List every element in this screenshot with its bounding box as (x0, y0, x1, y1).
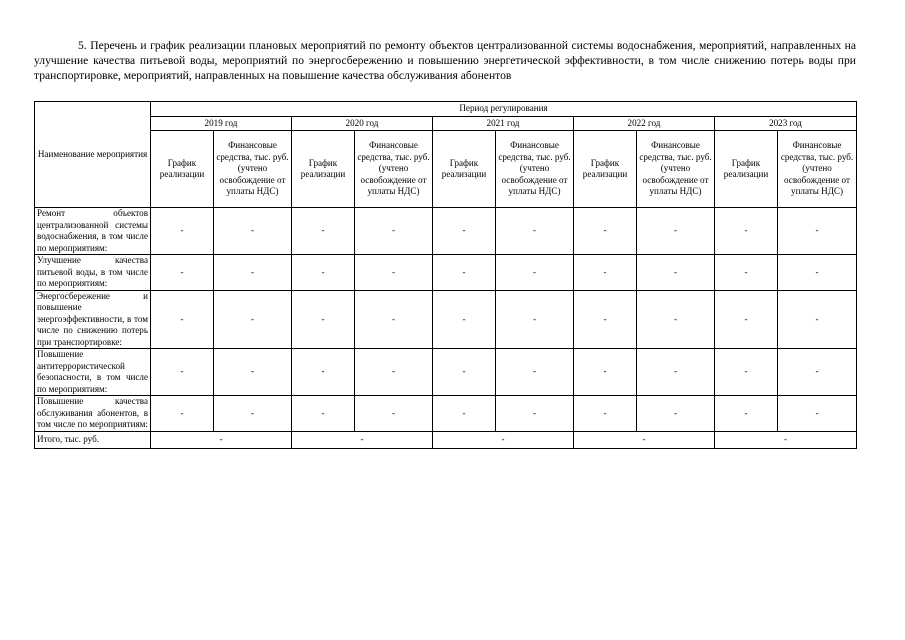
table-cell: - (151, 255, 214, 291)
table-cell: - (214, 255, 292, 291)
year-header: 2019 год (151, 117, 292, 131)
table-cell: - (214, 290, 292, 349)
table-cell: - (574, 349, 637, 396)
row-name: Ремонт объектов централизованной системы водоснабжения, в том числе по мероприятиям: (35, 208, 151, 255)
table-cell: - (151, 208, 214, 255)
table-cell: - (637, 255, 715, 291)
table-cell: - (715, 255, 778, 291)
table-cell: - (292, 255, 355, 291)
table-cell: - (355, 349, 433, 396)
total-label: Итого, тыс. руб. (35, 431, 151, 448)
name-column-header: Наименование мероприятия (35, 102, 151, 208)
total-row (35, 431, 857, 448)
table-cell: - (433, 255, 496, 291)
table-cell: - (574, 208, 637, 255)
year-header: 2022 год (574, 117, 715, 131)
table-cell: - (292, 396, 355, 432)
table-cell: - (574, 396, 637, 432)
finance-header: Финансовые средства, тыс. руб. (учтено освобождение от уплаты НДС) (496, 131, 574, 208)
table-cell: - (574, 255, 637, 291)
table-cell: - (292, 208, 355, 255)
schedule-header: График реализации (292, 131, 355, 208)
table-cell: - (637, 349, 715, 396)
total-cell: - (433, 431, 574, 448)
table-cell: - (214, 396, 292, 432)
table-cell: - (715, 396, 778, 432)
table-cell: - (778, 349, 857, 396)
plan-table (34, 101, 857, 449)
year-header: 2021 год (433, 117, 574, 131)
row-name: Повышение качества обслуживания абонентов, в том числе по мероприятиям: (35, 396, 151, 432)
table-cell: - (637, 208, 715, 255)
table-row (35, 396, 857, 432)
table-cell: - (355, 290, 433, 349)
row-name: Энергосбережение и повышение энергоэффективности, в том числе по снижению потерь при транспортировке: (35, 290, 151, 349)
year-header: 2020 год (292, 117, 433, 131)
table-cell: - (715, 208, 778, 255)
total-cell: - (715, 431, 857, 448)
table-cell: - (496, 349, 574, 396)
table-cell: - (433, 290, 496, 349)
total-cell: - (574, 431, 715, 448)
table-cell: - (292, 349, 355, 396)
table-cell: - (355, 396, 433, 432)
table-cell: - (715, 290, 778, 349)
finance-header: Финансовые средства, тыс. руб. (учтено освобождение от уплаты НДС) (355, 131, 433, 208)
table-cell: - (214, 208, 292, 255)
table-cell: - (433, 396, 496, 432)
schedule-header: График реализации (574, 131, 637, 208)
table-cell: - (355, 255, 433, 291)
table-cell: - (355, 208, 433, 255)
total-cell: - (151, 431, 292, 448)
table-row (35, 349, 857, 396)
table-cell: - (496, 290, 574, 349)
table-cell: - (637, 290, 715, 349)
table-cell: - (778, 290, 857, 349)
row-name: Повышение антитеррористической безопасности, в том числе по мероприятиям: (35, 349, 151, 396)
period-header: Период регулирования (151, 102, 857, 117)
schedule-header: График реализации (433, 131, 496, 208)
table-row (35, 208, 857, 255)
table-cell: - (214, 349, 292, 396)
table-cell: - (496, 208, 574, 255)
table-cell: - (433, 349, 496, 396)
table-cell: - (151, 396, 214, 432)
table-cell: - (496, 255, 574, 291)
total-cell: - (292, 431, 433, 448)
table-cell: - (637, 396, 715, 432)
table-cell: - (151, 290, 214, 349)
table-cell: - (778, 208, 857, 255)
finance-header: Финансовые средства, тыс. руб. (учтено освобождение от уплаты НДС) (778, 131, 857, 208)
schedule-header: График реализации (715, 131, 778, 208)
document-heading: 5. Перечень и график реализации плановых мероприятий по ремонту объектов централизованной системы водоснабжения, мероприятий, направленных на улучшение качества питьевой воды, мероприятий по энергосбережению и повышению энергетической эффективности, в том числе снижению потерь воды при транспортировке, мероприятий, направленных на повышение качества обслуживания абонентов (34, 39, 856, 82)
table-cell: - (574, 290, 637, 349)
table-cell: - (433, 208, 496, 255)
table-cell: - (496, 396, 574, 432)
table-cell: - (778, 396, 857, 432)
table-cell: - (292, 290, 355, 349)
finance-header: Финансовые средства, тыс. руб. (учтено освобождение от уплаты НДС) (637, 131, 715, 208)
table-row (35, 255, 857, 291)
table-cell: - (715, 349, 778, 396)
finance-header: Финансовые средства, тыс. руб. (учтено освобождение от уплаты НДС) (214, 131, 292, 208)
year-header: 2023 год (715, 117, 857, 131)
row-name: Улучшение качества питьевой воды, в том числе по мероприятиям: (35, 255, 151, 291)
schedule-header: График реализации (151, 131, 214, 208)
table-cell: - (151, 349, 214, 396)
table-cell: - (778, 255, 857, 291)
table-row (35, 290, 857, 349)
